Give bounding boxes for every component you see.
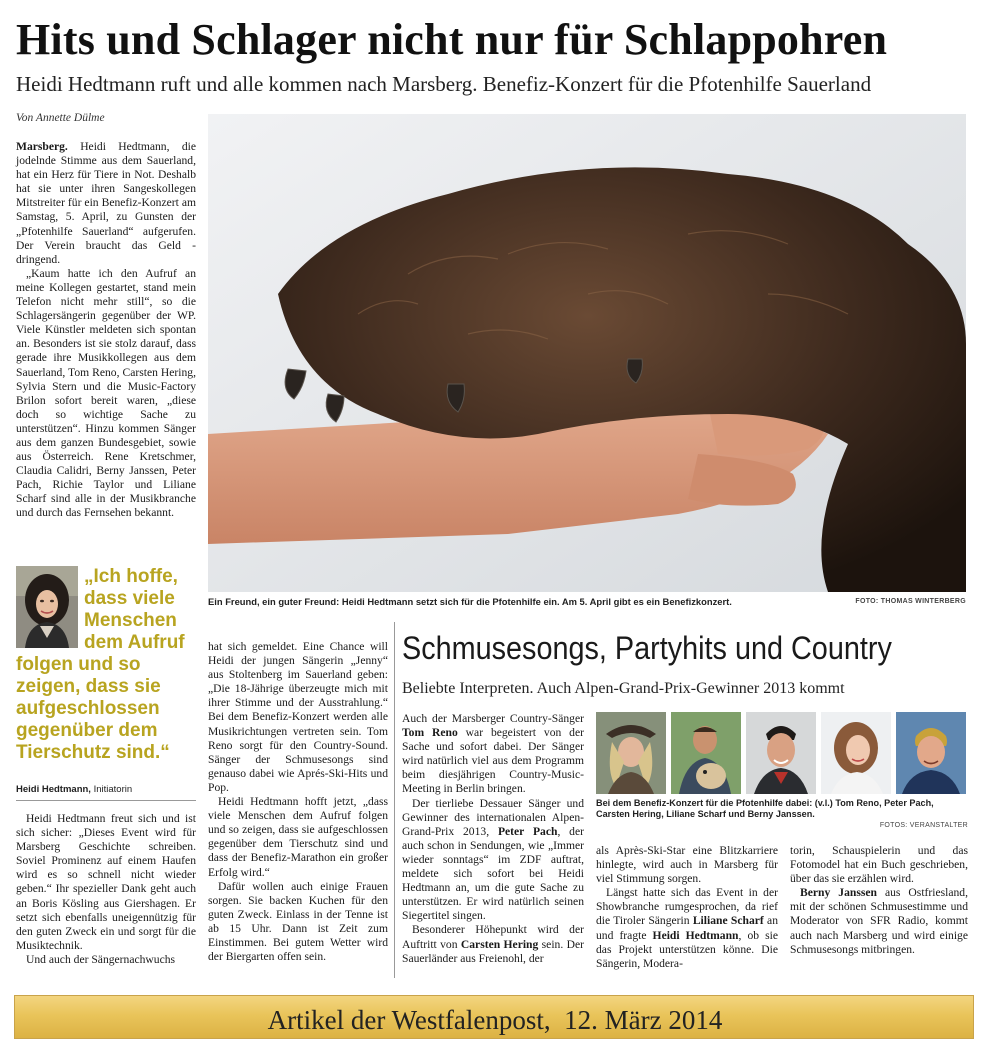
paragraph: als Après-Ski-Star eine Blitzkarriere hinlegte, wird auch in Marsberg für viel Stimmung sorgen. [596,844,778,886]
paragraph: Besonderer Höhepunkt wird der Auftritt von [402,923,584,951]
photo-caption [208,596,966,607]
quote-author-name: Heidi Hedtmann, [16,784,91,795]
article-column-1-continued [16,812,196,967]
article-column-1 [16,140,196,521]
photo-carsten-hering [746,712,816,794]
artist-name: Tom Reno [402,726,458,740]
pull-quote-continued: folgen und so zeigen, dass sie aufgeschlossen gegenüber dem Tierschutz sind.“ [16,654,170,763]
photo-credit: FOTO: THOMAS WINTERBERG [855,598,966,605]
paragraph: Längst hatte sich das Event in der Showbranche rumgesprochen, da rief die Tiroler Sängerin [596,886,778,928]
quote-author [16,784,132,795]
portrait-photo [16,566,78,648]
artist-photos-caption-text: Bei dem Benefiz-Konzert für die Pfotenhilfe dabei: (v.l.) Tom Reno, Peter Pach, Carsten Hering, Liliane Scharf und Berny Janssen. [596,798,934,819]
paragraph: sein. Der Sauerländer aus Freienohl, der [402,937,584,965]
byline: Von Annette Dülme [16,112,105,124]
photo-liliane-scharf [821,712,891,794]
paragraph: Der tierliebe Dessauer Sänger und Gewinner des internationalen Alpen-Grand-Prix 2013, [402,796,584,838]
photo-caption-text: Ein Freund, ein guter Freund: Heidi Hedtmann setzt sich für die Pfotenhilfe ein. Am 5. April gibt es ein Benefizkonzert. [208,596,732,607]
artist-name: Liliane Scharf [692,914,764,928]
paragraph: an und fragte [596,914,778,942]
paragraph: torin, Schauspielerin und das Fotomodel hat ein Buch geschrieben, über das sie erzählen wird. [790,844,968,886]
artist-name: Peter Pach [497,824,558,838]
paragraph: Heidi Hedtmann hofft jetzt, „dass viele Menschen dem Aufruf folgen und so zeigen, dass sie aufgeschlossen gegenüber dem Tierschutz sind und dass der Benefiz-Marathon ein großer Erfolg wird.“ [208,795,388,879]
photo-peter-pach [671,712,741,794]
source-banner-text [15,1005,975,1036]
photo-tom-reno [596,712,666,794]
sidebar-column-3 [790,844,968,957]
sidebar-column-1 [402,712,584,966]
sidebar-subheadline: Beliebte Interpreten. Auch Alpen-Grand-Prix-Gewinner 2013 kommt [402,680,845,697]
paragraph: , der auch schon in Sendungen, wie „Immer wieder sonntags“ im ZDF auftrat, meldete sich sofort bei Heidi Hedtmann an, um die gute Sache zu unterstützen. Er wird natürlich seinen Siegertitel singen. [402,824,584,923]
paragraph: , ob sie das Projekt unterstützen könne. Die Sängerin, Modera- [596,928,778,970]
divider [16,800,196,801]
source-banner [14,995,974,1039]
column-divider [394,622,395,978]
paragraph: hat sich gemeldet. Eine Chance will Heidi der jungen Sängerin „Jenny“ aus Stoltenberg im Sauerland geben: „Die 18-Jährige überzeugte mich mit ihrer Stimme und der Ausstrahlung.“ Bei dem Benefiz-Konzert werden alle Musikrichtungen vertreten sein. Tom Reno sorgt für den Country-Sound. Sänger der Schmusesongs sind genauso dabei wie Aprés-Ski-Hits und Pop. [208,640,388,794]
paragraph: Auch der Marsberger Country-Sänger [402,712,584,725]
quote-author-role: Initiatorin [93,784,133,795]
dateline: Marsberg. [16,140,68,153]
paragraph: war begeistert von der Sache und sofort dabei. Der Sänger wird natürlich viel aus dem Programm beim diesjährigen Country-Music-Meeting in Berlin bringen. [402,726,584,796]
artist-name: Heidi Hedtmann [652,928,739,942]
article-column-2 [208,640,388,964]
artist-photos-credit: FOTOS: VERANSTALTER [879,822,968,829]
source-name: Artikel der Westfalenpost, [267,1005,551,1035]
photo-berny-janssen [896,712,966,794]
sidebar-column-2 [596,844,778,971]
artist-photos [596,712,968,794]
artist-name: Berny Janssen [800,886,877,900]
pull-quote: „Ich hoffe, dass viele Menschen dem Aufruf [84,566,185,653]
paragraph: Und auch der Sängernachwuchs [26,952,176,966]
artist-name: Carsten Hering [460,937,539,951]
paragraph: Heidi Hedtmann, die jodelnde Stimme aus dem Sauerland, hat ein Herz für Tiere in Not. Deshalb hat sie unter ihren Sangeskollegen Mitstreiter für ein Benefiz-Konzert am Samstag, 5. April, zu Gunsten der „Pfotenhilfe Sauerland“ aufgerufen. Der Verein braucht das Geld - dringend. [16,140,196,266]
paragraph: aus Ostfriesland, mit der schönen Schmusestimme und Moderator von SFR Radio, kommt auch nach Marsberg und wird einige Schmusesongs mitbringen. [790,886,969,956]
sidebar-headline: Schmusesongs, Partyhits und Country [402,630,892,666]
artist-photos-caption [596,798,968,831]
paw-photo [208,114,966,592]
paragraph: „Kaum hatte ich den Aufruf an meine Kollegen gestartet, stand mein Telefon nicht mehr still“, so die Schlagersängerin gegenüber der WP. Viele Künstler meldeten sich spontan an. Besonders ist sie stolz darauf, dass gerade ihre Musikkollegen aus dem Sauerland, Tom Reno, Carsten Hering, Sylvia Stern und die Music-Factory Brilon sofort bereit waren, „diese doch so wichtige Sache zu unterstützen“. Hinzu kommen Sänger aus dem ganzen Bundesgebiet, sowie aus Österreich. Rene Kretschmer, Claudia Calidri, Berny Janssen, Peter Pach, Richie Taylor und Liliane Scharf sind alle in der Musikbranche und durch das Fernsehen bekannt. [16,266,196,520]
paragraph: Heidi Hedtmann freut sich und ist sich sicher: „Dieses Event wird für Marsberg Geschichte schreiben. Soviel Prominenz auf einem Haufen wird es so schnell nicht wieder geben.“ Ihr spezieller Dank geht auch an Boris Kösling aus Giershagen. Er setzt sich ebenfalls uneigennützig für den guten Zweck ein und sorgt für die Musiktechnik. [16,812,196,952]
source-date: 12. März 2014 [564,1005,723,1035]
paragraph: Dafür wollen auch einige Frauen sorgen. Sie backen Kuchen für den guten Zweck. Einlass in der Tenne ist ab 15 Uhr. Dann ist Zeit zum Einstimmen. Bei gutem Wetter wird der Biergarten offen sein. [208,879,388,964]
subheadline: Heidi Hedtmann ruft und alle kommen nach Marsberg. Benefiz-Konzert für die Pfotenhilfe Sauerland [16,72,872,96]
headline: Hits und Schlager nicht nur für Schlappohren [16,15,888,64]
